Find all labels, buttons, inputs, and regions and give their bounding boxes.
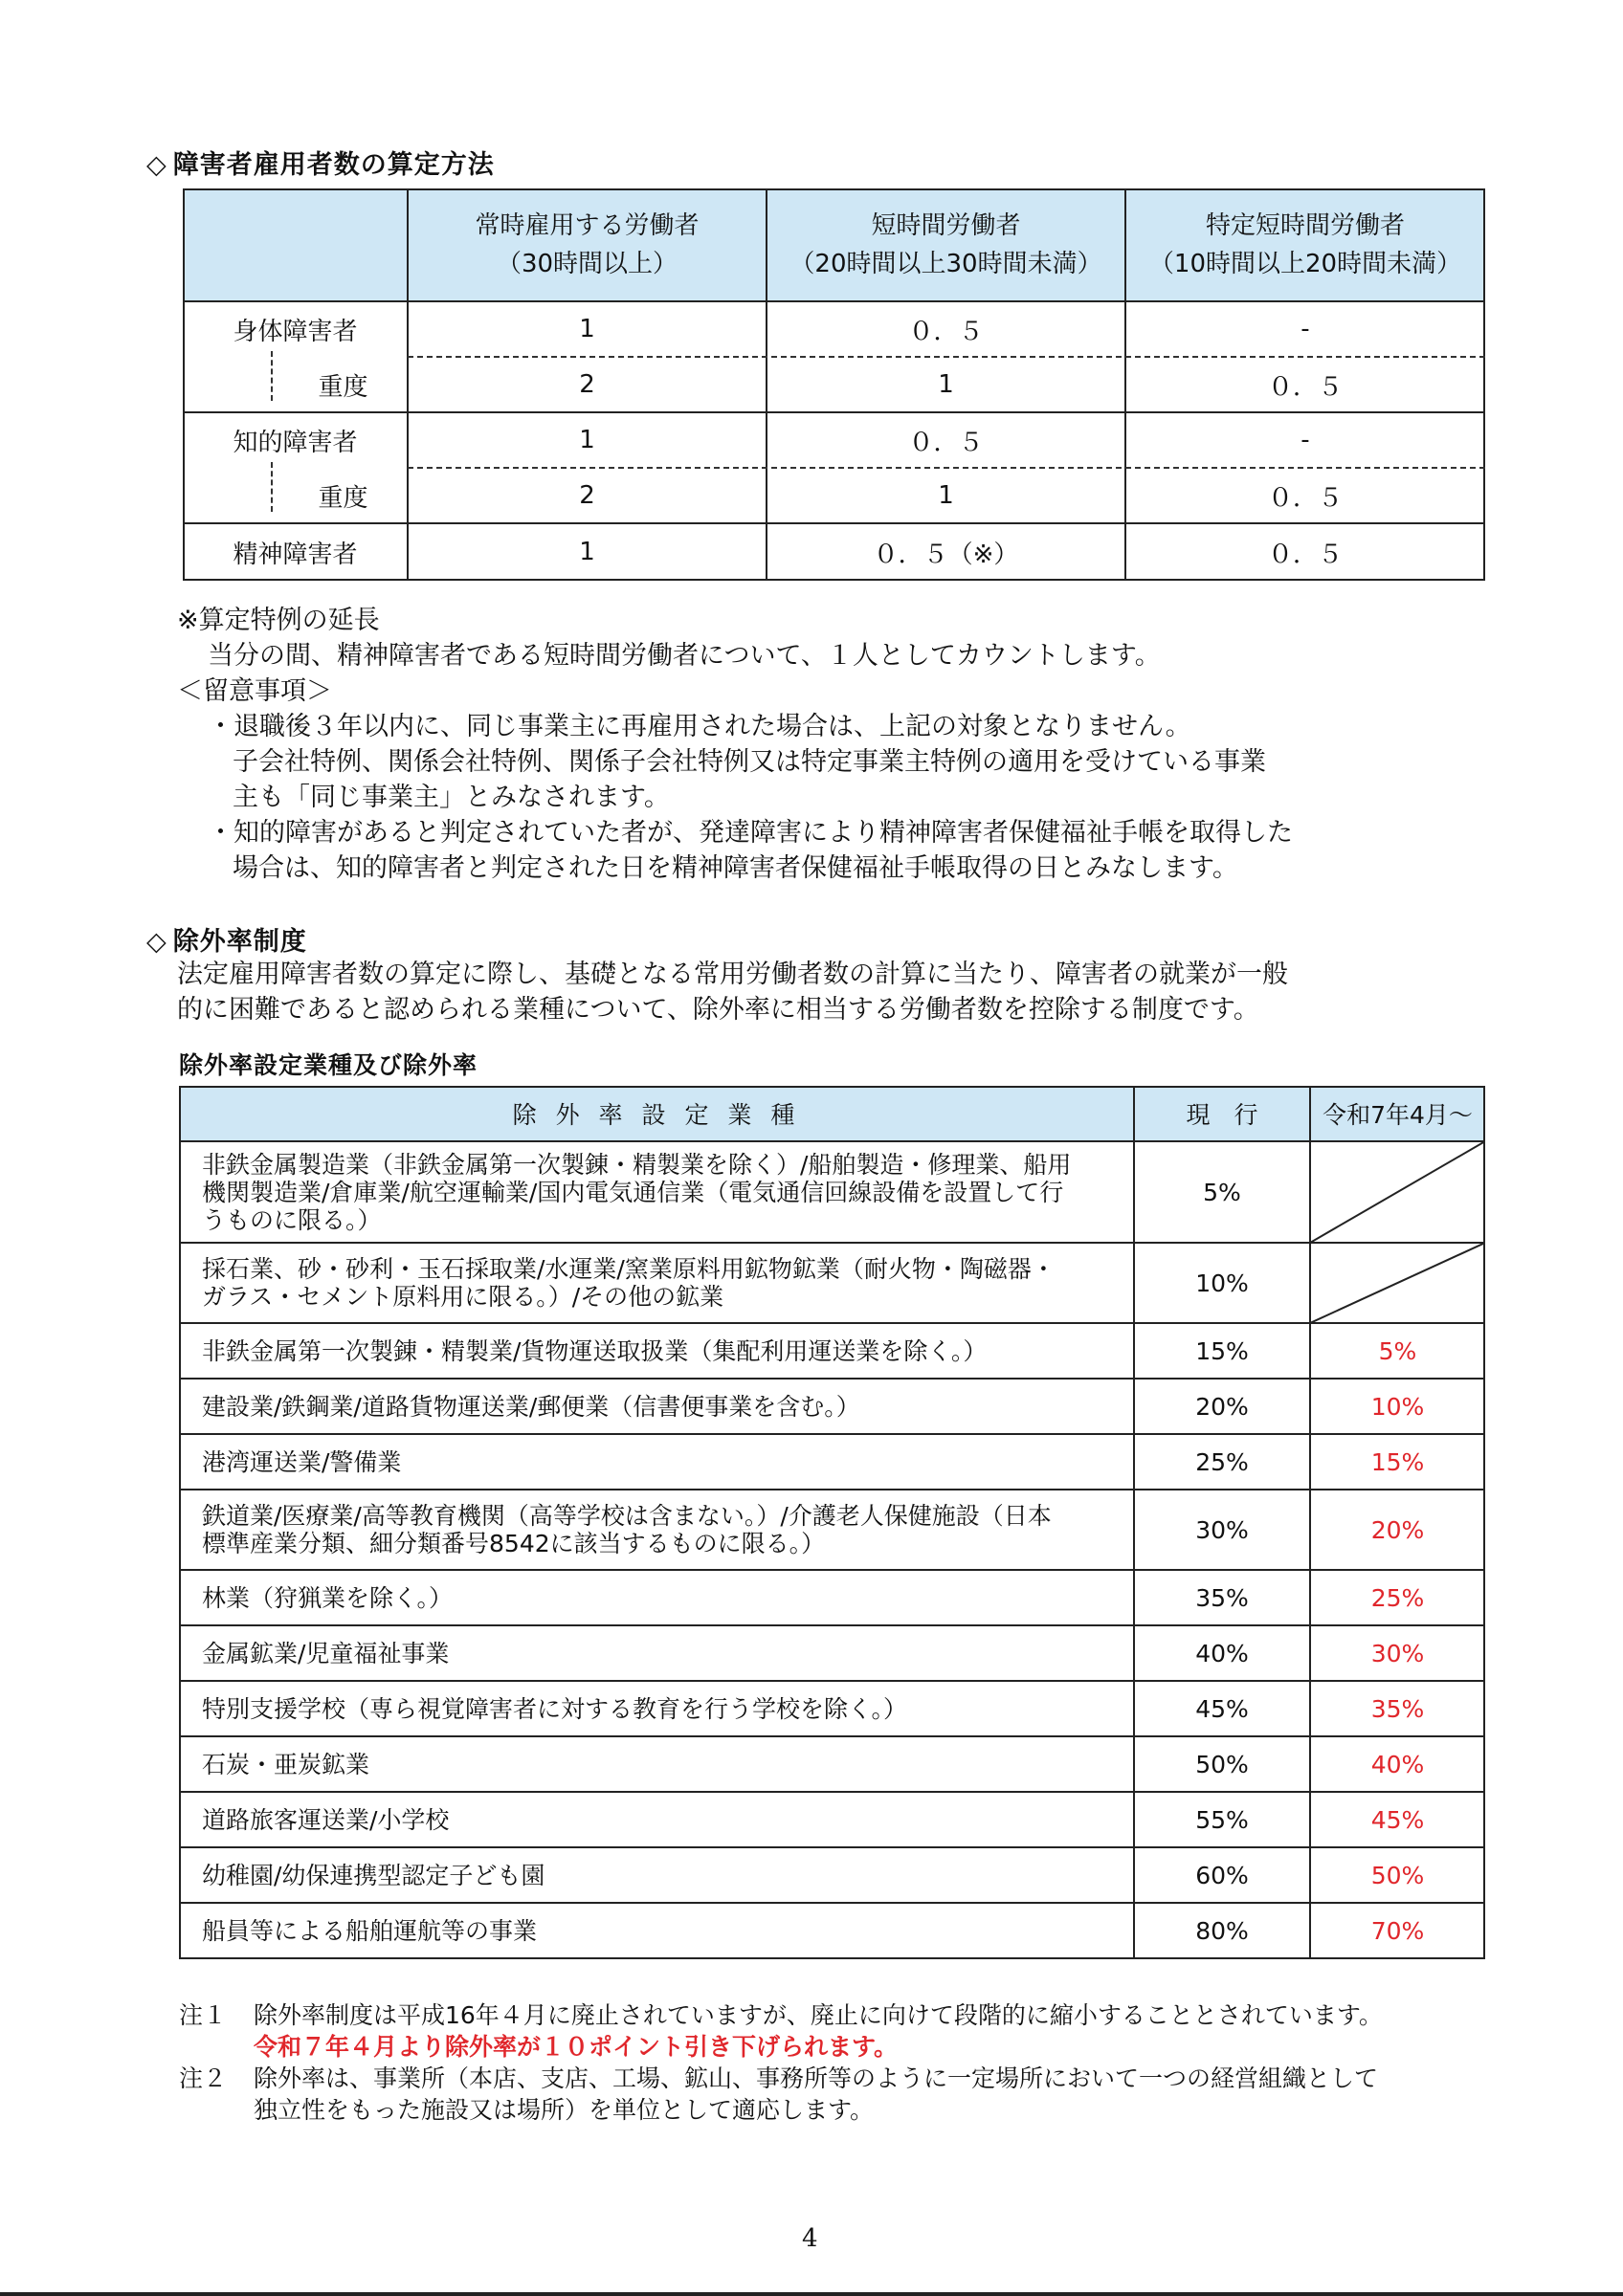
attention-item-2-line1: ・知的障害があると判定されていた者が、発達障害により精神障害者保健福祉手帳を取得した: [208, 818, 1293, 848]
new-rate: [1310, 1141, 1485, 1243]
special-note-body: 当分の間、精神障害者である短時間労働者について、１人としてカウントします。: [208, 641, 1161, 671]
row-divider: [179, 1680, 1485, 1682]
note-2-label: 注２: [179, 2064, 228, 2092]
note-1-line1: 除外率制度は平成16年４月に廃止されていますが、廃止に向けて段階的に縮小することとされています。: [254, 2001, 1383, 2029]
current-rate: 15%: [1195, 1336, 1249, 1365]
column-header-line2: （30時間以上）: [496, 250, 678, 278]
row-divider: [179, 1433, 1485, 1435]
row-label: 身体障害者: [233, 317, 358, 346]
industry-line: 金属鉱業/児童福祉事業: [202, 1639, 450, 1667]
new-rate: 45%: [1370, 1805, 1425, 1834]
industry-cell: [179, 1570, 1134, 1625]
attention-item-1-line3: 主も「同じ事業主」とみなされます。: [233, 783, 670, 812]
industry-line: うものに限る。）: [202, 1205, 382, 1234]
cell-regular: 2: [579, 370, 595, 399]
new-rate: 15%: [1370, 1447, 1425, 1476]
note-2-line2: 独立性をもった施設又は場所）を単位として適応します。: [254, 2096, 875, 2124]
current-rate: 10%: [1195, 1269, 1249, 1297]
new-rate: 50%: [1370, 1861, 1425, 1889]
row-divider: [179, 1735, 1485, 1737]
exclusion-rate-table: [179, 1086, 1485, 1963]
row-divider: [179, 1846, 1485, 1848]
diamond-icon: ◇: [146, 150, 167, 180]
cell-specified-short-time: ０．５: [1267, 540, 1343, 569]
industry-cell: [179, 1792, 1134, 1847]
industry-line: 標準産業分類、細分類番号8542に該当するものに限る。）: [202, 1530, 826, 1557]
industry-cell: [179, 1736, 1134, 1792]
row-divider: [179, 1902, 1485, 1904]
cell-short-time: ０．５: [908, 428, 984, 457]
special-note-title: ※算定特例の延長: [177, 606, 380, 635]
attention-title: ＜留意事項＞: [177, 676, 332, 706]
current-rate: 30%: [1195, 1515, 1249, 1544]
current-rate: 45%: [1195, 1694, 1249, 1723]
industry-line: 特別支援学校（専ら視覚障害者に対する教育を行う学校を除く。）: [202, 1694, 908, 1723]
current-rate: 25%: [1195, 1447, 1249, 1476]
cell-short-time: 1: [938, 370, 954, 399]
new-rate: 70%: [1370, 1917, 1425, 1945]
row-divider: [179, 1624, 1485, 1626]
attention-item-1-line2: 子会社特例、関係会社特例、関係子会社特例又は特定事業主特例の適用を受けている事業: [233, 747, 1266, 777]
cell-short-time: 1: [938, 481, 954, 510]
industry-line: 鉄道業/医療業/高等教育機関（高等学校は含まない。）/介護老人保健施設（日本: [202, 1502, 1052, 1530]
industry-line: 船員等による船舶運航等の事業: [202, 1917, 538, 1945]
industry-cell: [179, 1243, 1134, 1323]
current-rate: 40%: [1195, 1639, 1249, 1667]
column-header-new: 令和7年4月～: [1323, 1101, 1473, 1129]
industry-cell: [179, 1323, 1134, 1379]
new-rate: 30%: [1370, 1639, 1425, 1667]
column-header-industry: 除 外 率 設 定 業 種: [512, 1101, 801, 1129]
industry-cell: [179, 1434, 1134, 1490]
column-header: [1125, 188, 1485, 301]
row-divider: [179, 1242, 1485, 1244]
cell-specified-short-time: -: [1301, 426, 1310, 454]
row-label: 重度: [318, 372, 368, 402]
severe-bracket: [271, 351, 273, 401]
current-rate: 35%: [1195, 1583, 1249, 1612]
column-header-line1: 常時雇用する労働者: [475, 211, 700, 240]
industry-cell: [179, 1625, 1134, 1681]
new-rate: 40%: [1370, 1750, 1425, 1778]
industry-line: 幼稚園/幼保連携型認定子ども園: [202, 1861, 545, 1889]
column-header: [408, 188, 767, 301]
row-divider: [179, 1791, 1485, 1793]
cell-regular: 1: [579, 538, 595, 566]
column-divider: [1133, 1086, 1135, 1959]
current-rate: 20%: [1195, 1392, 1249, 1421]
column-header-line2: （20時間以上30時間未満）: [789, 250, 1102, 278]
industry-line: 建設業/鉄鋼業/道路貨物運送業/郵便業（信書便事業を含む。）: [202, 1392, 860, 1421]
column-header-line2: （10時間以上20時間未満）: [1148, 250, 1462, 278]
row-label: 重度: [318, 483, 368, 513]
current-rate: 80%: [1195, 1917, 1249, 1945]
industry-line: 採石業、砂・砂利・玉石採取業/水運業/窯業原料用鉱物鉱業（耐火物・陶磁器・: [202, 1255, 1056, 1283]
new-rate: [1310, 1243, 1485, 1323]
bottom-rule: [0, 2292, 1623, 2296]
cell-specified-short-time: -: [1301, 315, 1310, 343]
not-applicable-slash: [1310, 1243, 1485, 1323]
row-label: 知的障害者: [233, 428, 358, 457]
row-divider: [179, 1378, 1485, 1380]
current-rate: 60%: [1195, 1861, 1249, 1889]
current-rate: 5%: [1203, 1178, 1241, 1206]
row-divider: [179, 1569, 1485, 1571]
industry-line: 非鉄金属第一次製錬・精製業/貨物運送取扱業（集配利用運送業を除く。）: [202, 1336, 988, 1365]
industry-line: ガラス・セメント原料用に限る。）/その他の鉱業: [202, 1283, 724, 1311]
column-header-current: 現 行: [1186, 1101, 1258, 1129]
column-header-line1: 特定短時間労働者: [1205, 211, 1405, 240]
new-rate: 35%: [1370, 1694, 1425, 1723]
cell-short-time: ０．５（※）: [873, 540, 1019, 569]
note-2-line1: 除外率は、事業所（本店、支店、工場、鉱山、事務所等のように一定場所において一つの経営組織として: [254, 2064, 1379, 2092]
new-rate: 5%: [1378, 1336, 1417, 1365]
cell-regular: 1: [579, 315, 595, 343]
industry-line: 機関製造業/倉庫業/航空運輸業/国内電気通信業（電気通信回線設備を設置して行: [202, 1178, 1064, 1206]
industry-line: 非鉄金属製造業（非鉄金属第一次製錬・精製業を除く）/船舶製造・修理業、船用: [202, 1150, 1072, 1179]
industry-cell: [179, 1847, 1134, 1903]
industry-cell: [179, 1490, 1134, 1570]
industry-cell: [179, 1141, 1134, 1243]
cell-short-time: ０．５: [908, 317, 984, 346]
row-divider: [179, 1140, 1485, 1142]
section-heading-calculation: ◇ 障害者雇用者数の算定方法: [146, 150, 495, 180]
attention-item-2-line2: 場合は、知的障害者と判定された日を精神障害者保健福祉手帳取得の日とみなします。: [233, 853, 1238, 883]
current-rate: 55%: [1195, 1805, 1249, 1834]
intro-line-2: 的に困難であると認められる業種について、除外率に相当する労働者数を控除する制度です。: [177, 995, 1259, 1025]
industry-cell: [179, 1903, 1134, 1959]
row-divider: [179, 1489, 1485, 1490]
diamond-icon: ◇: [146, 927, 167, 957]
row-divider: [179, 1322, 1485, 1324]
column-header: [767, 188, 1125, 301]
industry-line: 道路旅客運送業/小学校: [202, 1805, 450, 1834]
industry-line: 石炭・亜炭鉱業: [202, 1750, 370, 1778]
intro-line-1: 法定雇用障害者数の算定に際し、基礎となる常用労働者数の計算に当たり、障害者の就業が一般: [177, 960, 1288, 989]
page-number: 4: [802, 2224, 818, 2253]
section-heading-exclusion: ◇ 除外率制度: [146, 927, 307, 957]
new-rate: 20%: [1370, 1515, 1425, 1544]
current-rate: 50%: [1195, 1750, 1249, 1778]
severe-bracket: [271, 462, 273, 512]
industry-cell: [179, 1681, 1134, 1736]
note-1-label: 注１: [179, 2001, 228, 2029]
row-label: 精神障害者: [233, 540, 358, 569]
cell-specified-short-time: ０．５: [1267, 483, 1343, 513]
new-rate: 10%: [1370, 1392, 1425, 1421]
column-header-line1: 短時間労働者: [871, 211, 1021, 240]
attention-item-1-line1: ・退職後３年以内に、同じ事業主に再雇用された場合は、上記の対象となりません。: [208, 712, 1191, 741]
industry-cell: [179, 1379, 1134, 1434]
industry-line: 港湾運送業/警備業: [202, 1447, 402, 1476]
cell-regular: 2: [579, 481, 595, 510]
cell-regular: 1: [579, 426, 595, 454]
calculation-table: [183, 188, 1485, 581]
column-divider: [1309, 1086, 1311, 1959]
new-rate: 25%: [1370, 1583, 1425, 1612]
exclusion-table-title: 除外率設定業種及び除外率: [179, 1051, 478, 1079]
note-1-red-line: 令和７年４月より除外率が１０ポイント引き下げられます。: [254, 2033, 899, 2061]
cell-specified-short-time: ０．５: [1267, 372, 1343, 402]
industry-line: 林業（狩猟業を除く。）: [202, 1583, 454, 1612]
not-applicable-slash: [1310, 1141, 1485, 1243]
